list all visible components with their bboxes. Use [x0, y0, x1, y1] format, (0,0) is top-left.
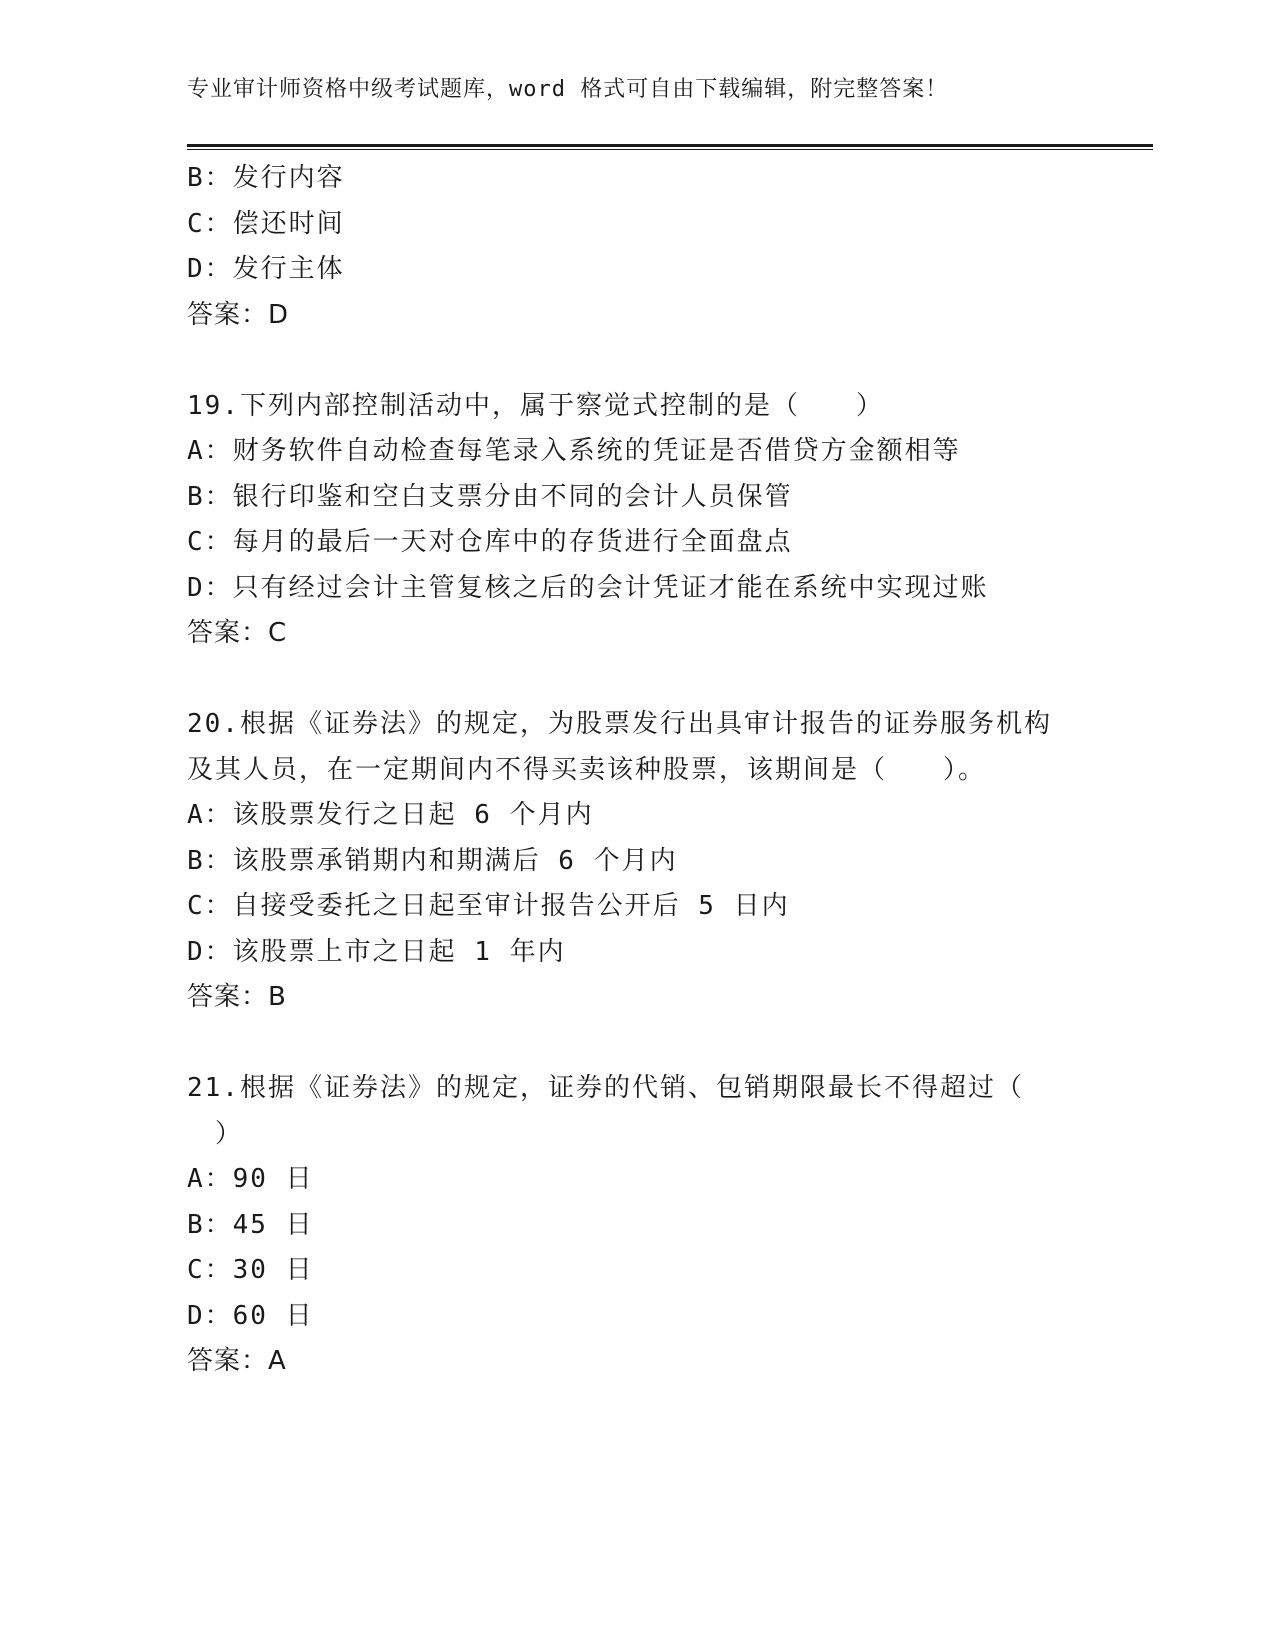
spacer [187, 338, 1087, 384]
q20-answer: 答案：B [187, 982, 287, 1012]
q20-option-c: C：自接受委托之日起至审计报告公开后 5 日内 [187, 891, 790, 921]
q18-answer: 答案：D [187, 299, 290, 330]
header-rule-thick [187, 144, 1153, 147]
q21-question-line-2: ） [215, 1118, 244, 1149]
header-rule-thin [187, 149, 1153, 150]
q19-option-b: B：银行印鉴和空白支票分由不同的会计人员保管 [187, 481, 793, 512]
q20-option-b: B：该股票承销期内和期满后 6 个月内 [187, 845, 678, 876]
q20-option-d: D：该股票上市之日起 1 年内 [187, 936, 566, 967]
q21-option-a: A：90 日 [187, 1164, 314, 1194]
q21-option-d: D：60 日 [187, 1300, 314, 1331]
q19-option-a: A：财务软件自动检查每笔录入系统的凭证是否借贷方金额相等 [187, 436, 961, 466]
q21-question-line-1: 21.根据《证券法》的规定，证券的代销、包销期限最长不得超过（ [187, 1073, 1024, 1103]
q20-option-a: A：该股票发行之日起 6 个月内 [187, 800, 594, 830]
q19-question: 19.下列内部控制活动中，属于察觉式控制的是（ ） [187, 390, 884, 421]
q19-answer: 答案：C [187, 618, 288, 648]
q20-question-line-1: 20.根据《证券法》的规定，为股票发行出具审计报告的证券服务机构 [187, 709, 1052, 739]
q18-option-d: D：发行主体 [187, 254, 345, 284]
q18-option-b: B：发行内容 [187, 163, 345, 193]
spacer [187, 657, 1087, 703]
q21-answer: 答案：A [187, 1346, 287, 1376]
spacer [187, 1021, 1087, 1067]
page-header: 专业审计师资格中级考试题库，word 格式可自由下载编辑，附完整答案！ [187, 77, 949, 102]
q18-option-c: C：偿还时间 [187, 208, 345, 239]
q20-question-line-2: 及其人员，在一定期间内不得买卖该种股票，该期间是（ ）。 [187, 754, 987, 785]
q21-option-c: C：30 日 [187, 1255, 314, 1285]
question-list [187, 156, 1087, 1385]
q19-option-d: D：只有经过会计主管复核之后的会计凭证才能在系统中实现过账 [187, 572, 989, 603]
q19-option-c: C：每月的最后一天对仓库中的存货进行全面盘点 [187, 527, 793, 557]
q21-option-b: B：45 日 [187, 1209, 314, 1240]
